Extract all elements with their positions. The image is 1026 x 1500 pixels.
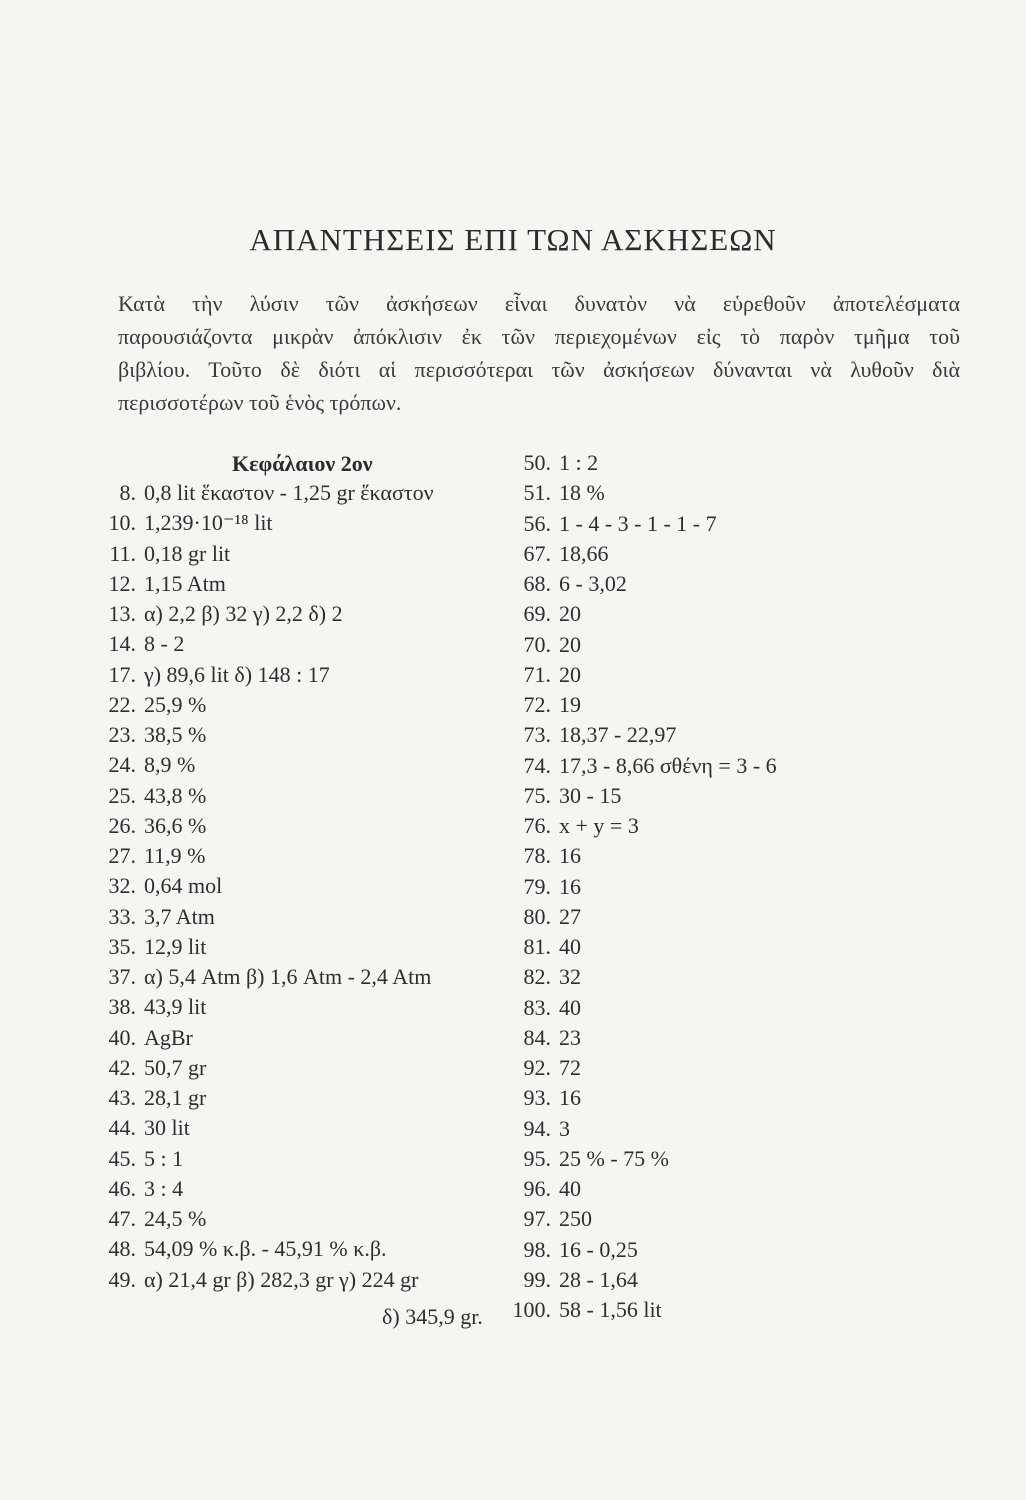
answer-item — [98, 902, 508, 932]
answer-number: 12. — [108, 570, 136, 596]
answer-item — [98, 1265, 508, 1295]
answer-item — [496, 932, 916, 962]
answer-number: 32. — [108, 873, 136, 899]
answer-item — [98, 539, 508, 569]
answer-number: 69. — [523, 601, 551, 627]
answer-text: 72 — [559, 1055, 581, 1080]
answer-text: 3,7 Atm — [144, 903, 215, 929]
answer-text: 32 — [559, 964, 581, 990]
answer-item — [496, 1204, 916, 1234]
answer-item — [98, 1023, 508, 1053]
answer-number: 47. — [108, 1206, 136, 1231]
answer-text: 1,239·10⁻¹⁸ lit — [144, 510, 273, 536]
answer-number: 40. — [108, 1024, 136, 1050]
answer-item — [496, 781, 916, 811]
answer-text: 18,66 — [559, 540, 609, 566]
answer-item — [98, 599, 508, 629]
answer-number: 24. — [108, 752, 136, 778]
answer-text: 19 — [559, 692, 581, 717]
answer-item — [496, 1295, 916, 1325]
answer-item — [98, 720, 508, 750]
answer-text: 0,64 mol — [144, 873, 223, 899]
answer-number: 68. — [523, 571, 551, 596]
answer-text: 12,9 lit — [144, 933, 207, 959]
answer-text: 25,9 % — [144, 691, 207, 717]
answer-number: 51. — [523, 480, 551, 506]
answer-text: 3 : 4 — [144, 1175, 184, 1201]
answer-item — [98, 629, 508, 659]
answer-number: 42. — [108, 1054, 136, 1080]
answer-item — [496, 962, 916, 992]
answer-item — [98, 660, 508, 690]
answer-number: 43. — [108, 1085, 136, 1110]
intro-line: Κατὰ τὴν λύσιν τῶν ἀσκήσεων εἶναι δυνατὸν νὰ εὑρεθοῦν ἀποτελέσματα — [118, 291, 960, 316]
answer-item — [496, 1265, 916, 1295]
answer-number: 99. — [523, 1266, 551, 1292]
answer-number: 84. — [523, 1024, 551, 1050]
answer-text: 27 — [559, 903, 581, 929]
answer-item — [98, 841, 508, 871]
answer-item — [496, 1023, 916, 1053]
answer-item — [496, 478, 916, 508]
answer-item — [496, 1235, 916, 1265]
answer-item — [496, 1174, 916, 1204]
answer-text: γ) 89,6 lit δ) 148 : 17 — [144, 661, 330, 687]
answer-item — [98, 1053, 508, 1083]
answer-item — [98, 1204, 508, 1234]
answer-item — [98, 690, 508, 720]
answer-item — [496, 569, 916, 599]
answer-text: α) 2,2 β) 32 γ) 2,2 δ) 2 — [144, 601, 343, 626]
answer-item — [98, 1113, 508, 1143]
answer-text: α) 5,4 Atm β) 1,6 Atm - 2,4 Atm — [144, 964, 432, 989]
answer-number: 56. — [523, 510, 551, 536]
answer-item — [98, 992, 508, 1022]
answer-item — [98, 750, 508, 780]
answer-number: 23. — [108, 722, 136, 747]
answer-number: 17. — [108, 661, 136, 687]
answer-item — [496, 720, 916, 750]
answer-number: 78. — [523, 843, 551, 869]
answer-text: 54,09 % κ.β. - 45,91 % κ.β. — [144, 1236, 387, 1262]
answer-text: 1 : 2 — [559, 450, 599, 475]
answer-number: 94. — [523, 1115, 551, 1141]
answer-number: 13. — [108, 601, 136, 626]
answer-text: α) 21,4 gr β) 282,3 gr γ) 224 gr — [144, 1266, 419, 1292]
answer-number: 81. — [523, 934, 551, 959]
answer-text: 40 — [559, 934, 581, 959]
answer-text: 1,15 Atm — [144, 570, 226, 596]
answer-item — [98, 569, 508, 599]
answer-number: 80. — [523, 903, 551, 929]
answer-number: 98. — [523, 1236, 551, 1262]
answer-number: 96. — [523, 1176, 551, 1201]
answer-number: 76. — [523, 813, 551, 838]
answer-text: 20 — [559, 631, 581, 657]
answer-text: 36,6 % — [144, 812, 207, 838]
answer-number: 93. — [523, 1085, 551, 1111]
answer-number: 83. — [523, 994, 551, 1020]
answer-item — [496, 448, 916, 478]
answer-text: 25 % - 75 % — [559, 1145, 669, 1171]
answer-item — [98, 508, 508, 538]
answer-text: 40 — [559, 994, 581, 1020]
answer-number: 75. — [523, 782, 551, 808]
answer-text: 28 - 1,64 — [559, 1266, 638, 1292]
answer-number: 45. — [108, 1145, 136, 1171]
answer-number: 11. — [109, 540, 136, 566]
answer-item — [98, 1234, 508, 1264]
answer-number: 82. — [523, 964, 551, 990]
intro-line: βιβλίου. Τοῦτο δὲ διότι αἱ περισσότεραι τῶν ἀσκήσεων δύνανται νὰ λυθοῦν διὰ — [118, 357, 960, 382]
answer-number: 48. — [108, 1236, 136, 1262]
answer-number: 100. — [512, 1297, 551, 1322]
answer-number: 72. — [523, 692, 551, 717]
answer-text: 43,8 % — [144, 782, 207, 808]
answer-number: 49. — [108, 1266, 136, 1292]
answer-number: 25. — [108, 782, 136, 808]
answer-text: 30 lit — [144, 1115, 190, 1141]
answer-text: 43,9 lit — [144, 994, 207, 1020]
answer-text: 38,5 % — [144, 722, 207, 747]
answers-right-column — [496, 448, 916, 1325]
answer-item — [496, 509, 916, 539]
answer-text: 5 : 1 — [144, 1145, 184, 1171]
answer-number: 44. — [108, 1115, 136, 1141]
answer-number: 14. — [108, 631, 136, 657]
answer-text: 16 — [559, 843, 581, 869]
answer-item — [496, 690, 916, 720]
answer-text: 20 — [559, 601, 581, 627]
answer-text: 18 % — [559, 480, 605, 506]
answer-text: 23 — [559, 1024, 581, 1050]
answer-number: 97. — [523, 1206, 551, 1232]
answer-number: 70. — [523, 631, 551, 657]
answer-item — [496, 1144, 916, 1174]
answer-item — [98, 932, 508, 962]
answer-text: 8 - 2 — [144, 631, 185, 657]
answer-item — [496, 630, 916, 660]
answer-text: 6 - 3,02 — [559, 571, 627, 596]
answer-49-continuation: δ) 345,9 gr. — [382, 1304, 483, 1329]
answer-number: 22. — [108, 691, 136, 717]
chapter-heading: Κεφάλαιον 2ον — [232, 451, 373, 476]
answer-item — [496, 539, 916, 569]
answer-number: 92. — [523, 1055, 551, 1080]
answer-text: 16 - 0,25 — [559, 1236, 638, 1262]
answer-item — [496, 751, 916, 781]
answer-text: 58 - 1,56 lit — [559, 1297, 662, 1322]
answer-text: 18,37 - 22,97 — [559, 722, 677, 748]
answer-item — [98, 1144, 508, 1174]
answer-text: 0,8 lit ἕκαστον - 1,25 gr ἕκαστον — [144, 480, 434, 505]
intro-paragraph — [118, 287, 960, 419]
answer-item — [496, 841, 916, 871]
answer-text: 28,1 gr — [144, 1085, 207, 1110]
answer-text: x + y = 3 — [559, 813, 639, 838]
answer-number: 95. — [523, 1145, 551, 1171]
answer-item — [496, 811, 916, 841]
answer-number: 33. — [108, 903, 136, 929]
answer-text: 16 — [559, 1085, 581, 1111]
answer-text: 16 — [559, 873, 581, 899]
answer-number: 50. — [523, 450, 551, 475]
answer-text: 8,9 % — [144, 752, 196, 778]
answer-number: 27. — [108, 843, 136, 868]
answer-number: 73. — [523, 722, 551, 748]
answer-text: 3 — [559, 1115, 570, 1141]
answer-item — [496, 1053, 916, 1083]
answer-number: 71. — [523, 661, 551, 687]
answer-text: 11,9 % — [144, 843, 206, 868]
answer-item — [496, 1083, 916, 1113]
answer-number: 79. — [523, 873, 551, 899]
answer-item — [496, 660, 916, 690]
answer-item — [496, 1114, 916, 1144]
answer-item — [496, 599, 916, 629]
answer-item — [98, 962, 508, 992]
answer-item — [496, 902, 916, 932]
answer-text: 50,7 gr — [144, 1054, 207, 1080]
answer-number: 10. — [108, 510, 136, 536]
answer-item — [98, 478, 508, 508]
answer-text: 24,5 % — [144, 1206, 207, 1231]
answer-item — [98, 781, 508, 811]
answer-number: 46. — [108, 1175, 136, 1201]
answer-number: 74. — [523, 752, 551, 778]
answer-text: 0,18 gr lit — [144, 540, 231, 566]
answer-text: 20 — [559, 661, 581, 687]
intro-line: παρουσιάζοντα μικρὰν ἀπόκλισιν ἐκ τῶν περιεχομένων εἰς τὸ παρὸν τμῆμα τοῦ — [118, 324, 960, 349]
answer-item — [98, 871, 508, 901]
answers-left-column — [98, 478, 508, 1295]
answer-item — [98, 1174, 508, 1204]
answer-text: AgBr — [144, 1024, 193, 1050]
answer-number: 38. — [108, 994, 136, 1020]
answer-text: 30 - 15 — [559, 782, 622, 808]
answer-text: 17,3 - 8,66 σθένη = 3 - 6 — [559, 752, 777, 778]
answer-number: 8. — [119, 480, 136, 505]
answer-item — [98, 1083, 508, 1113]
answer-text: 1 - 4 - 3 - 1 - 1 - 7 — [559, 510, 717, 536]
page-title: ΑΠΑΝΤΗΣΕΙΣ ΕΠΙ ΤΩΝ ΑΣΚΗΣΕΩΝ — [249, 222, 777, 257]
answer-item — [496, 872, 916, 902]
answer-number: 35. — [108, 933, 136, 959]
intro-line: περισσοτέρων τοῦ ἑνὸς τρόπων. — [118, 390, 402, 415]
answer-text: 250 — [559, 1206, 592, 1232]
answer-number: 26. — [108, 812, 136, 838]
answer-item — [98, 811, 508, 841]
answer-number: 37. — [108, 964, 136, 989]
answer-number: 67. — [523, 540, 551, 566]
answer-text: 40 — [559, 1176, 581, 1201]
answer-item — [496, 993, 916, 1023]
